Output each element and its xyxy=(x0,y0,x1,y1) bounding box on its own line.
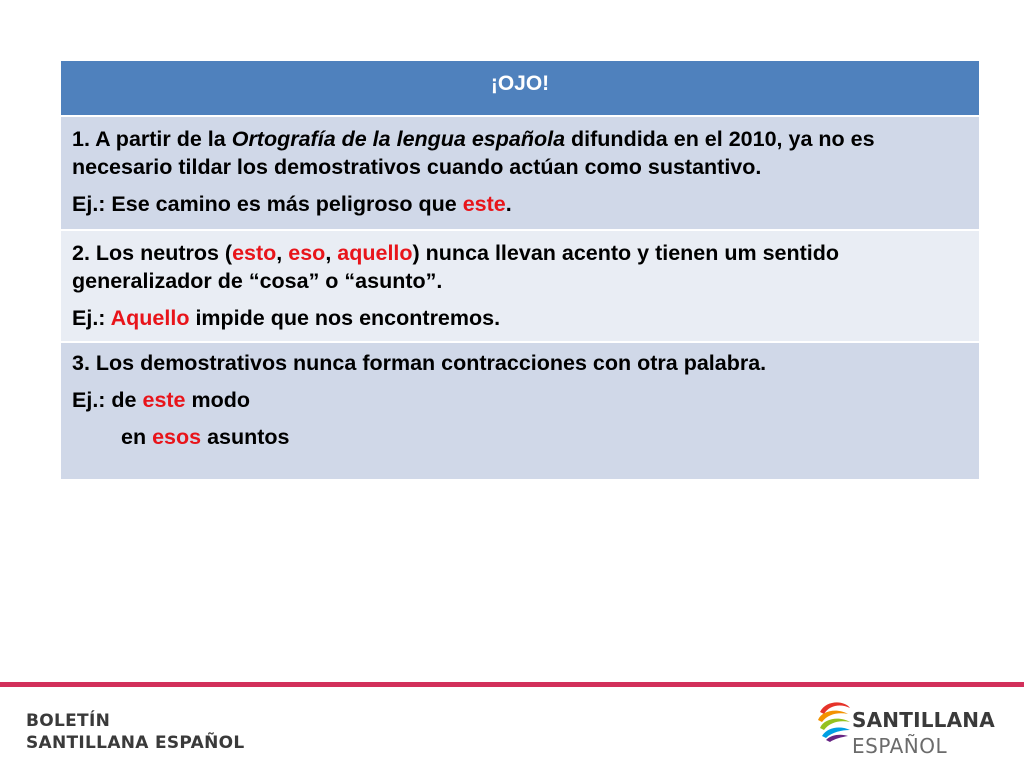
table-header: ¡OJO! xyxy=(61,61,979,117)
rule-3-example-2-suffix: asuntos xyxy=(201,425,290,449)
rule-2-example-prefix: Ej.: xyxy=(72,306,111,330)
rule-2-text-end: ) nunca llevan acento y tienen um sentido generalizador de “cosa” o “asunto”. xyxy=(72,241,840,293)
rule-2-example xyxy=(72,304,968,332)
footer-divider xyxy=(0,682,1024,687)
rule-2-text xyxy=(72,239,968,295)
rule-1-example xyxy=(72,190,968,218)
rule-2-example-suffix: impide que nos encontremos. xyxy=(189,306,501,330)
ojo-table xyxy=(61,61,979,481)
logo-wordmark: SANTILLANA xyxy=(852,708,995,732)
rule-1-example-prefix: Ej.: Ese camino es más peligroso que xyxy=(72,192,463,216)
footer-brand-text xyxy=(26,710,245,754)
rule-3-example-2-highlight: esos xyxy=(152,425,202,449)
table-row-2 xyxy=(61,231,979,343)
rule-1-example-highlight: este xyxy=(462,192,506,216)
rule-3-example-2-prefix: en xyxy=(121,425,153,449)
table-row-1 xyxy=(61,117,979,231)
logo-subtitle: ESPAÑOL xyxy=(852,734,948,758)
rule-3-example-2 xyxy=(72,423,968,451)
santillana-swirl-icon xyxy=(814,696,854,742)
rule-2-highlight-esto: esto xyxy=(232,241,277,265)
rule-2-example-highlight: Aquello xyxy=(110,306,190,330)
rule-3-example-1-suffix: modo xyxy=(185,388,251,412)
santillana-logo xyxy=(814,694,994,760)
footer-brand-line-1: BOLETÍN xyxy=(26,711,111,731)
rule-1-text-end: difundida en el 2010, ya no es necesario tildar los demostrativos cuando actúan como sustantivo. xyxy=(72,127,875,179)
rule-2-separator-2: , xyxy=(325,241,338,265)
rule-2-separator-1: , xyxy=(276,241,289,265)
rule-3-text: 3. Los demostrativos nunca forman contracciones con otra palabra. xyxy=(72,351,767,375)
rule-3-example-1-prefix: Ej.: de xyxy=(72,388,143,412)
rule-2-highlight-aquello: aquello xyxy=(337,241,413,265)
rule-1-text-start: 1. A partir de la xyxy=(72,127,232,151)
rule-3-example-1 xyxy=(72,386,968,414)
rule-2-text-start: 2. Los neutros ( xyxy=(72,241,233,265)
rule-1-text xyxy=(72,125,968,181)
rule-2-highlight-eso: eso xyxy=(288,241,326,265)
rule-1-italic-title: Ortografía de la lengua española xyxy=(231,127,566,151)
rule-3-example-1-highlight: este xyxy=(142,388,186,412)
footer-brand-line-2: SANTILLANA ESPAÑOL xyxy=(26,733,245,753)
rule-1-example-suffix: . xyxy=(505,192,512,216)
table-row-3 xyxy=(61,343,979,481)
